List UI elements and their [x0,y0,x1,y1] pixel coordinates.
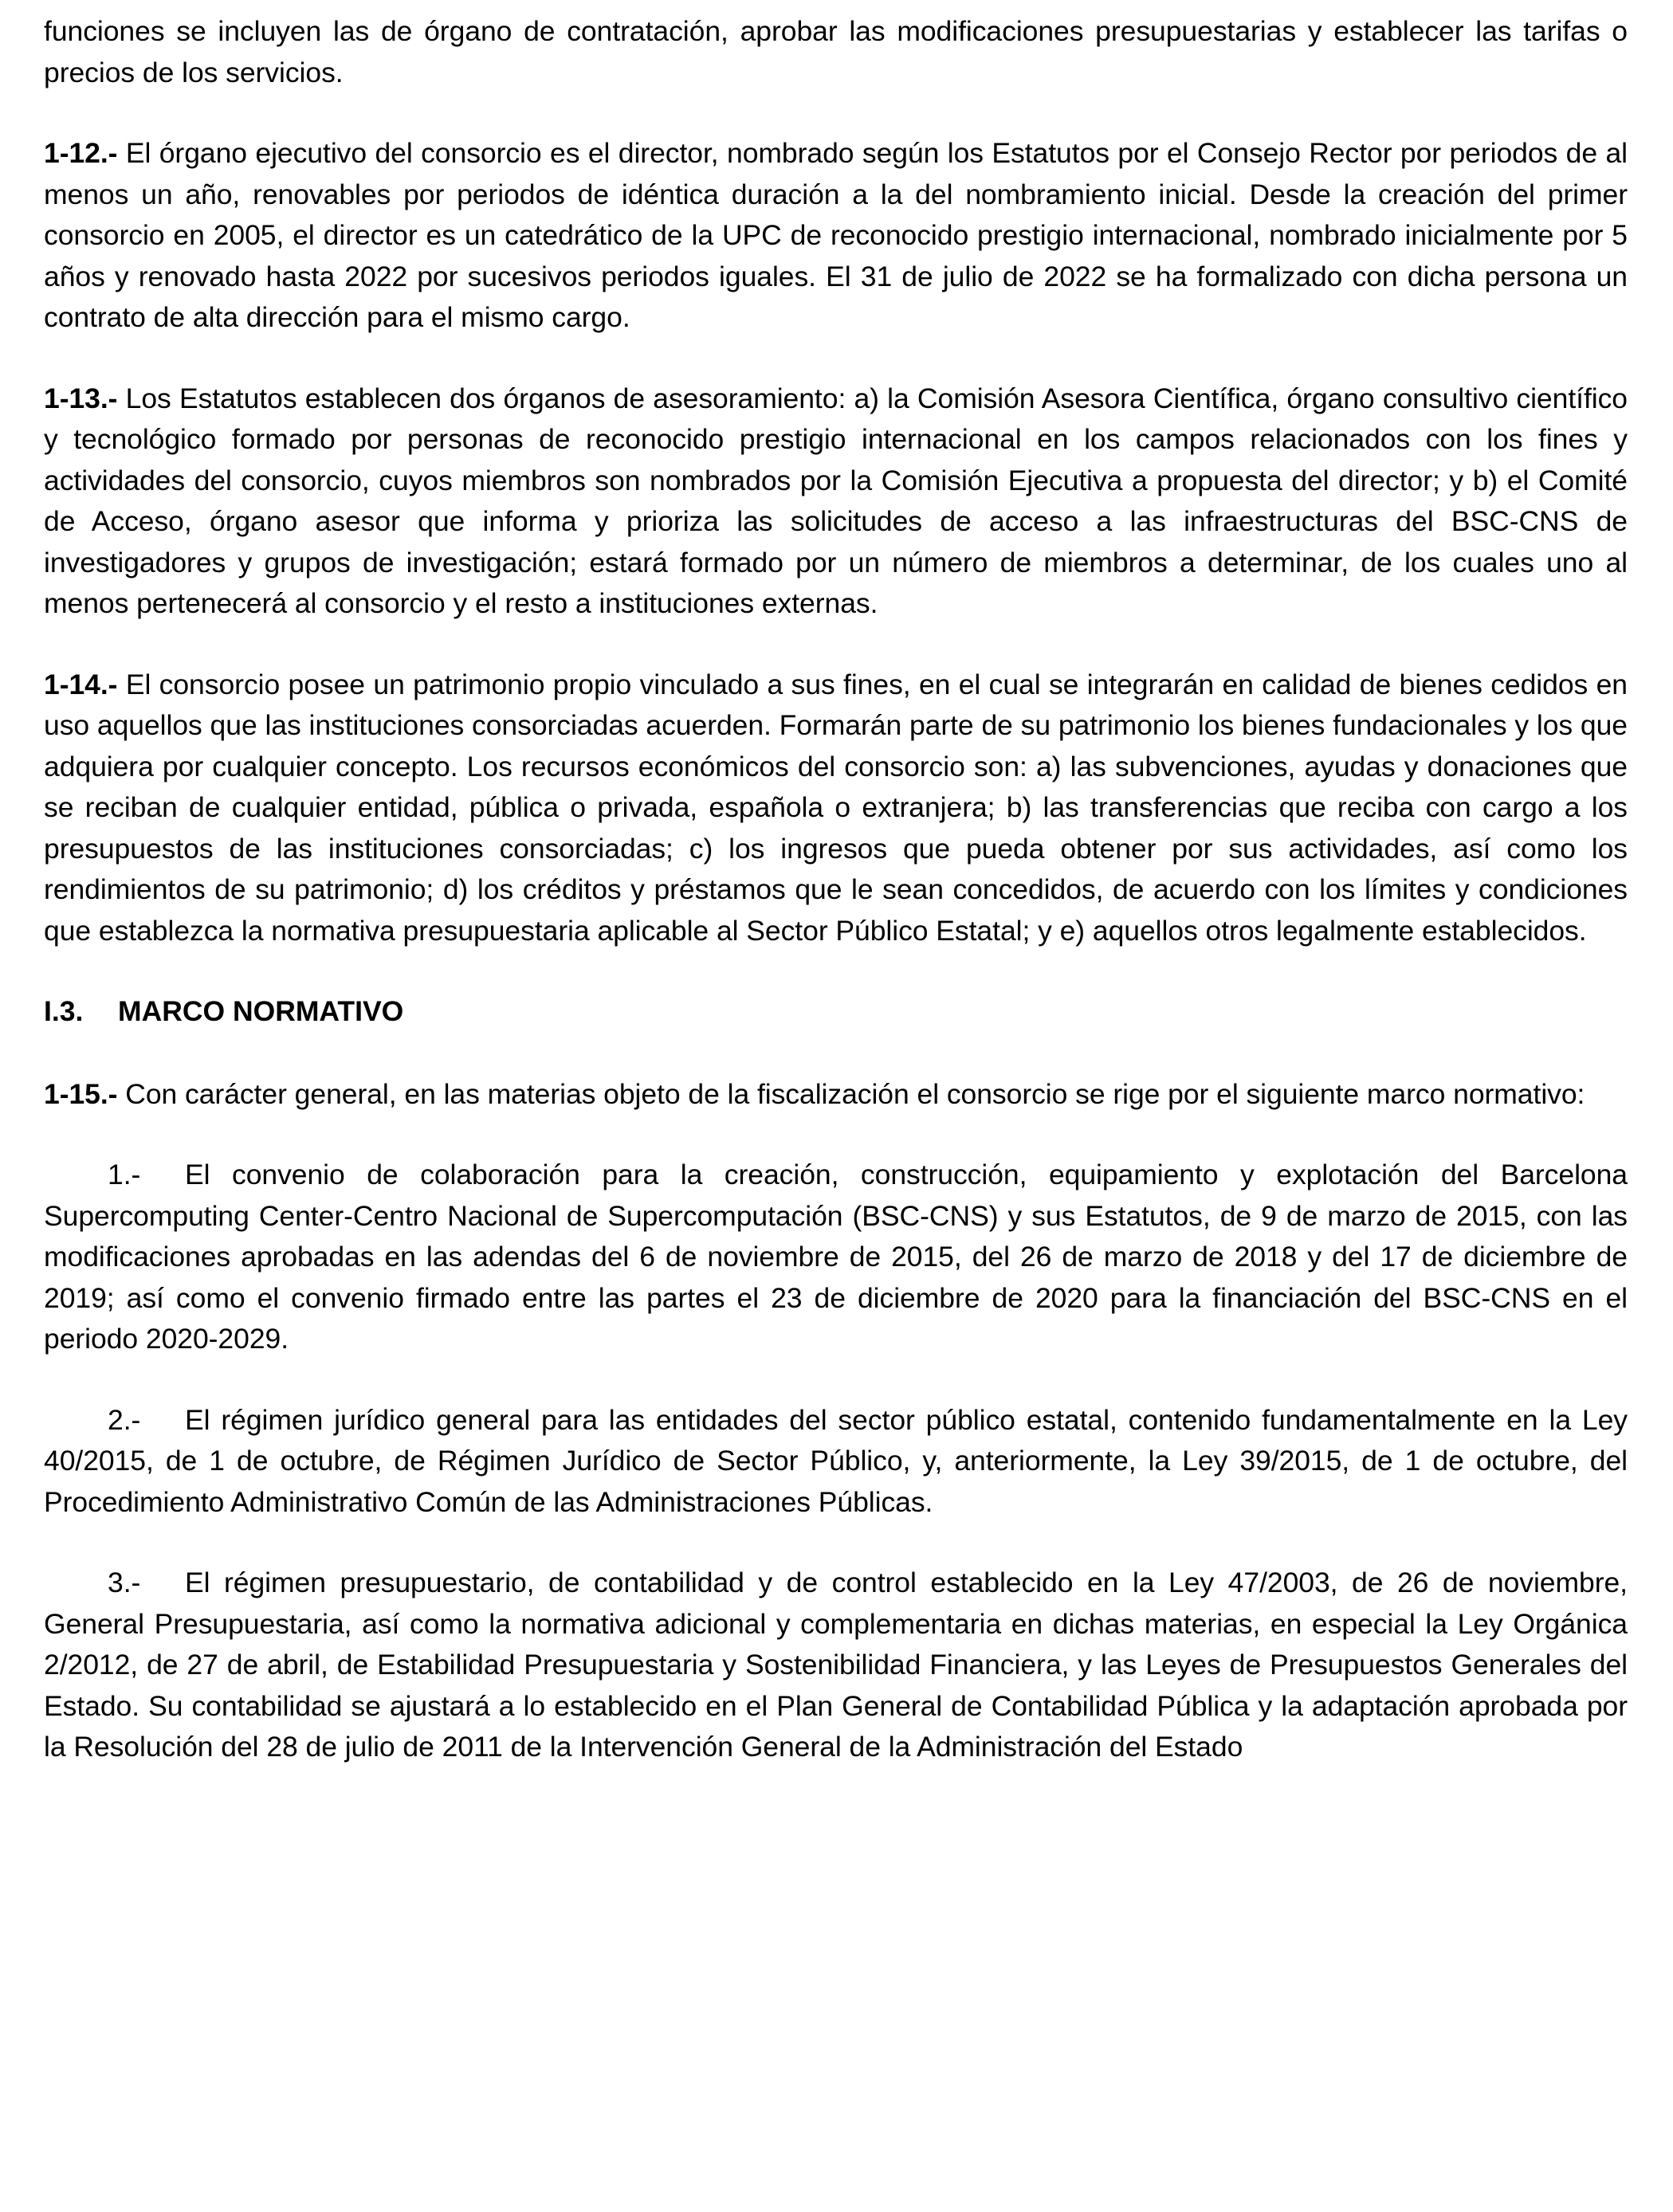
list-item-3-number: 3.- [108,1567,141,1598]
paragraph-number-1-13: 1-13.- [44,382,118,414]
section-heading-marco-normativo [44,991,1628,1033]
paragraph-text-1-14: El consorcio posee un patrimonio propio vinculado a sus fines, en el cual se integrarán en calidad de bienes cedidos en uso aquellos que las instituciones consorciadas acuerden. Formarán parte de su patrimonio los bienes fundacionales y los que adquiera por cualquier concepto. Los recursos económicos del consorcio son: a) las subvenciones, ayudas y donaciones que se reciban de cualquier entidad, pública o privada, española o extranjera; b) las transferencias que reciba con cargo a los presupuestos de las instituciones consorciadas; c) los ingresos que pueda obtener por sus actividades, así como los rendimientos de su patrimonio; d) los créditos y préstamos que le sean concedidos, de acuerdo con los límites y condiciones que establezca la normativa presupuestaria aplicable al Sector Público Estatal; y e) aquellos otros legalmente establecidos. [44,668,1628,947]
paragraph-number-1-14: 1-14.- [44,668,118,700]
list-item-2 [44,1400,1628,1524]
paragraph-1-13 [44,378,1628,625]
paragraph-number-1-12: 1-12.- [44,137,118,169]
list-item-3-text: El régimen presupuestario, de contabilidad y de control establecido en la Ley 47/2003, de 26 de noviembre, General Presupuestaria, así como la normativa adicional y complementaria en dichas materias, en especial la Ley Orgánica 2/2012, de 27 de abril, de Estabilidad Presupuestaria y Sostenibilidad Financiera, y las Leyes de Presupuestos Generales del Estado. Su contabilidad se ajustará a lo establecido en el Plan General de Contabilidad Pública y la adaptación aprobada por la Resolución del 28 de julio de 2011 de la Intervención General de la Administración del Estado [44,1567,1628,1763]
section-heading-number: I.3. [44,995,84,1027]
paragraph-number-1-15: 1-15.- [44,1077,118,1110]
list-item-2-number: 2.- [108,1403,141,1436]
paragraph-text-1-12: El órgano ejecutivo del consorcio es el director, nombrado según los Estatutos por el Consejo Rector por periodos de al menos un año, renovables por periodos de idéntica duración a la del nombramiento inicial. Desde la creación del primer consorcio en 2005, el director es un catedrático de la UPC de reconocido prestigio internacional, nombrado inicialmente por 5 años y renovado hasta 2022 por sucesivos periodos iguales. El 31 de julio de 2022 se ha formalizado con dicha persona un contrato de alta dirección para el mismo cargo. [44,137,1628,333]
continued-paragraph-text: funciones se incluyen las de órgano de contratación, aprobar las modificaciones presupuestarias y establecer las tarifas o precios de los servicios. [44,15,1628,88]
paragraph-text-1-15: Con carácter general, en las materias objeto de la fiscalización el consorcio se rige por el siguiente marco normativo: [117,1077,1585,1110]
section-heading-title: MARCO NORMATIVO [118,995,404,1027]
list-item-2-text: El régimen jurídico general para las entidades del sector público estatal, contenido fundamentalmente en la Ley 40/2015, de 1 de octubre, de Régimen Jurídico de Sector Público, y, anteriormente, la Ley 39/2015, de 1 de octubre, del Procedimiento Administrativo Común de las Administraciones Públicas. [44,1403,1628,1518]
list-item-1-text: El convenio de colaboración para la creación, construcción, equipamiento y explotación del Barcelona Supercomputing Center-Centro Nacional de Supercomputación (BSC-CNS) y sus Estatutos, de 9 de marzo de 2015, con las modificaciones aprobadas en las adendas del 6 de noviembre de 2015, del 26 de marzo de 2018 y del 17 de diciembre de 2019; así como el convenio firmado entre las partes el 23 de diciembre de 2020 para la financiación del BSC-CNS en el periodo 2020-2029. [44,1159,1628,1355]
paragraph-1-15 [44,1074,1628,1116]
list-item-1 [44,1155,1628,1360]
paragraph-1-12 [44,133,1628,339]
continued-paragraph [44,11,1628,93]
list-item-3 [44,1563,1628,1768]
paragraph-1-14 [44,665,1628,952]
list-item-1-number: 1.- [108,1159,141,1190]
paragraph-text-1-13: Los Estatutos establecen dos órganos de asesoramiento: a) la Comisión Asesora Científica, órgano consultivo científico y tecnológico formado por personas de reconocido prestigio internacional en los campos relacionados con los fines y actividades del consorcio, cuyos miembros son nombrados por la Comisión Ejecutiva a propuesta del director; y b) el Comité de Acceso, órgano asesor que informa y prioriza las solicitudes de acceso a las infraestructuras del BSC-CNS de investigadores y grupos de investigación; estará formado por un número de miembros a determinar, de los cuales uno al menos pertenecerá al consorcio y el resto a instituciones externas. [44,382,1628,619]
